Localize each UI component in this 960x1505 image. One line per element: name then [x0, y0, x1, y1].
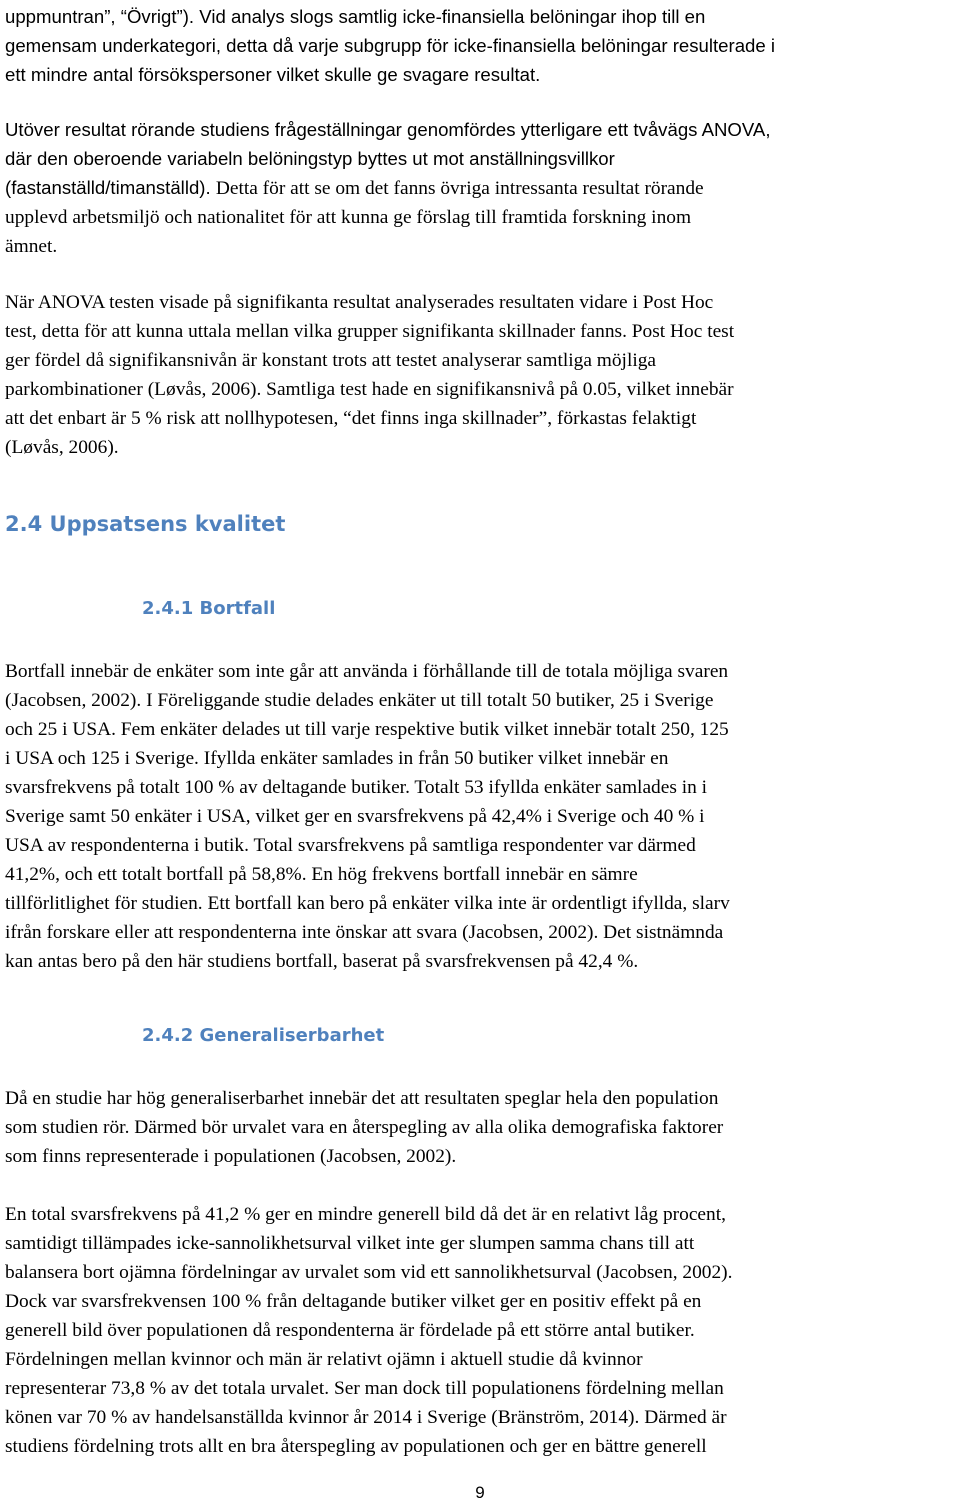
intro-paragraph: uppmuntran”, “Övrigt”). Vid analys slogs samtlig icke-finansiella belöningar ihop till en gemensam underkategori, detta då varje subgrupp för icke-finansiella belöningar resulterade i ett mindre antal försökspersoner vilket skulle ge svagare resultat.	[5, 6, 776, 85]
generaliserbarhet-paragraph-2: En total svarsfrekvens på 41,2 % ger en mindre generell bild då det är en relativt låg procent, samtidigt tillämpades icke-sannolikhetsurval vilket inte ger slumpen samma chans till att balansera bort ojämna fördelningar av urvalet som vid ett sannolikhetsurval (Jacobsen, 2002). Dock var svarsfrekvensen 100 % från deltagande butiker vilket ger en positiv effekt på en generell bild över populationen då respondenterna är fördelade på ett större antal butiker. Fördelningen mellan kvinnor och män är relativt ojämn i aktuell studie då kvinnor representerar 73,8 % av det totala urvalet. Ser man dock till populationens fördelning mellan könen var 70 % av handelsanställda kvinnor år 2014 i Sverige (Bränström, 2014). Därmed är studiens fördelning trots allt en bra återspegling av populationen och ger en bättre generell	[5, 1204, 733, 1457]
anova-paragraph-part2	[5, 173, 955, 261]
subsection-heading-generaliserbarhet: 2.4.2 Generaliserbarhet	[142, 1025, 385, 1046]
posthoc-paragraph: När ANOVA testen visade på signifikanta resultat analyserades resultaten vidare i Post Hoc test, detta för att kunna uttala mellan vilka grupper signifikanta skillnader fanns. Post Hoc test ger fördel då signifikansnivån är konstant trots att testet analyserar samtliga möjliga parkombinationer (Løvås, 2006). Samtliga test hade en signifikansnivå på 0.05, vilket innebär att det enbart är 5 % risk att nollhypotesen, “det finns inga skillnader”, förkastas felaktigt (Løvås, 2006).	[5, 292, 735, 458]
anova-paragraph-part1: Utöver resultat rörande studiens frågeställningar genomfördes ytterligare ett tvåvägs ANOVA, där den oberoende variabeln belöningstyp byttes ut mot anställningsvillkor (fastanställd/timanställd).	[5, 119, 771, 198]
bortfall-paragraph: Bortfall innebär de enkäter som inte går att använda i förhållande till de totala möjliga svaren (Jacobsen, 2002). I Föreliggande studie delades enkäter ut till totalt 50 butiker, 25 i Sverige och 25 i USA. Fem enkäter delades ut till varje respektive butik vilket innebär totalt 250, 125 i USA och 125 i Sverige. Ifyllda enkäter samlades in från 50 butiker vilket innebär en svarsfrekvens på totalt 100 % av deltagande butiker. Totalt 53 ifyllda enkäter samlades in i Sverige samt 50 enkäter i USA, vilket ger en svarsfrekvens på 42,4% i Sverige och 40 % i USA av respondenterna i butik. Total svarsfrekvens på samtliga respondenter var därmed 41,2%, och ett totalt bortfall på 58,8%. En hög frekvens bortfall innebär en sämre tillförlitlighet för studien. Ett bortfall kan bero på enkäter vilka inte är ordentligt ifyllda, slarv ifrån forskare eller att respondenterna inte önskar att svara (Jacobsen, 2002). Det sistnämnda kan antas bero på den här studiens bortfall, baserat på svarsfrekvensen på 42,4 %.	[5, 661, 730, 972]
section-heading: 2.4 Uppsatsens kvalitet	[5, 512, 286, 536]
subsection-heading-bortfall: 2.4.1 Bortfall	[142, 598, 276, 619]
page-number: 9	[475, 1483, 485, 1502]
anova-paragraph-part2-text: Detta för att se om det fanns övriga intressanta resultat rörande upplevd arbetsmiljö och nationalitet för att kunna ge förslag till framtida forskning inom ämnet.	[5, 178, 704, 257]
generaliserbarhet-paragraph-1: Då en studie har hög generaliserbarhet innebär det att resultaten speglar hela den population som studien rör. Därmed bör urvalet vara en återspegling av alla olika demografiska faktorer som finns representerade i populationen (Jacobsen, 2002).	[5, 1088, 724, 1167]
